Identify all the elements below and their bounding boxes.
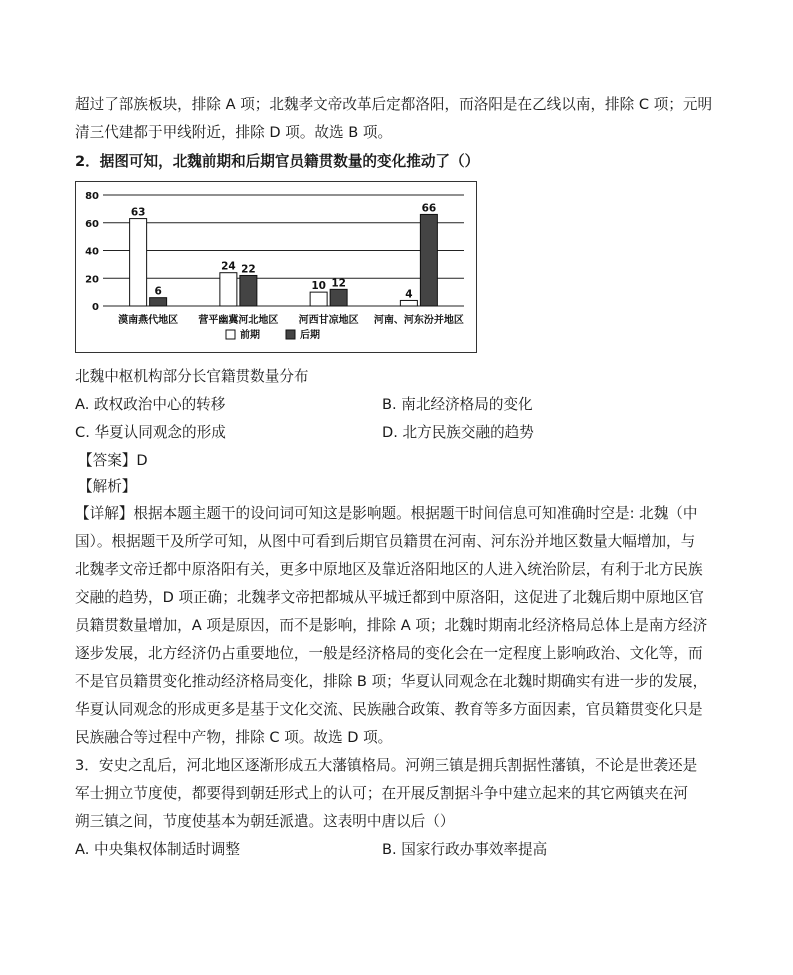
y-tick-label: 40 xyxy=(85,246,99,258)
intro-line-2: 清三代建都于甲线附近，排除 D 项。故选 B 项。 xyxy=(75,124,393,141)
data-label: 10 xyxy=(311,280,326,293)
data-label: 66 xyxy=(421,202,437,215)
bar-chart-svg xyxy=(76,182,476,352)
bar-early xyxy=(220,273,237,306)
x-tick-label: 河南、河东汾并地区 xyxy=(373,315,464,326)
bar-late xyxy=(330,289,347,306)
detail-line-2: 国）。根据题干及所学可知，从图中可看到后期官员籍贯在河南、河东汾并地区数量大幅增加，与 xyxy=(75,533,696,550)
data-label: 6 xyxy=(154,285,162,298)
y-tick-label: 80 xyxy=(85,191,99,202)
data-label: 24 xyxy=(221,260,236,273)
detail-line-3: 北魏孝文帝迁都中原洛阳有关，更多中原地区及靠近洛阳地区的人进入统治阶层，有利于北方民族 xyxy=(75,561,703,578)
bar-late xyxy=(240,275,257,306)
chart-caption: 北魏中枢机构部分长官籍贯数量分布 xyxy=(75,368,309,385)
detail-line-9: 民族融合等过程中产物，排除 C 项。故选 D 项。 xyxy=(75,729,393,746)
detail-line-5: 员籍贯数量增加，A 项是原因，而不是影响，排除 A 项；北魏时期南北经济格局总体上是南方经济 xyxy=(75,617,708,634)
bar-late xyxy=(420,214,437,306)
bar-early xyxy=(310,292,327,306)
x-tick-label: 河西甘凉地区 xyxy=(298,315,359,326)
y-tick-label: 20 xyxy=(85,274,99,286)
analysis-label: 【解析】 xyxy=(78,478,137,495)
option-a[interactable]: A. 政权政治中心的转移 xyxy=(75,396,226,413)
data-label: 22 xyxy=(241,263,256,276)
legend-label: 前期 xyxy=(240,330,260,341)
detail-line-1: 【详解】根据本题主题干的设问词可知这是影响题。根据题干时间信息可知准确时空是: 北魏（中 xyxy=(75,505,698,522)
bar-late xyxy=(150,298,167,306)
x-tick-label: 营平幽冀河北地区 xyxy=(198,315,279,326)
data-label: 63 xyxy=(130,206,146,219)
question-2-stem: 2．据图可知，北魏前期和后期官员籍贯数量的变化推动了（） xyxy=(75,153,480,170)
legend-label: 后期 xyxy=(300,330,320,341)
question-3-stem-line-1: 3．安史之乱后，河北地区逐渐形成五大藩镇格局。河朔三镇是拥兵割据性藩镇，不论是世袭还是 xyxy=(75,757,698,774)
detail-line-8: 华夏认同观念的形成更多是基于文化交流、民族融合政策、教育等多方面因素，官员籍贯变化只是 xyxy=(75,701,703,718)
option-d[interactable]: D. 北方民族交融的趋势 xyxy=(382,424,534,441)
detail-line-4: 交融的趋势，D 项正确；北魏孝文帝把都城从平城迁都到中原洛阳，这促进了北魏后期中原地区官 xyxy=(75,589,704,606)
q3-option-b[interactable]: B. 国家行政办事效率提高 xyxy=(382,841,548,858)
x-tick-label: 漠南燕代地区 xyxy=(118,315,179,326)
detail-line-6: 逐步发展，北方经济仍占重要地位，一般是经济格局的变化会在一定程度上影响政治、文化等，而 xyxy=(75,645,703,662)
bar-early xyxy=(400,300,417,306)
option-b[interactable]: B. 南北经济格局的变化 xyxy=(382,396,533,413)
data-label: 12 xyxy=(331,277,346,290)
question-3-stem-line-3: 朔三镇之间，节度使基本为朝廷派遣。这表明中唐以后（） xyxy=(75,813,455,830)
y-tick-label: 0 xyxy=(92,302,99,313)
q3-option-a[interactable]: A. 中央集权体制适时调整 xyxy=(75,841,240,858)
bar-early xyxy=(130,219,147,306)
intro-line-1: 超过了部族板块，排除 A 项；北魏孝文帝改革后定都洛阳，而洛阳是在乙线以南，排除 C 项；元明 xyxy=(75,96,713,113)
option-c[interactable]: C. 华夏认同观念的形成 xyxy=(75,424,226,441)
bar-chart xyxy=(75,181,477,353)
legend-swatch xyxy=(286,330,295,339)
question-3-stem-line-2: 军士拥立节度使，都要得到朝廷形式上的认可；在开展反割据斗争中建立起来的其它两镇夹在河 xyxy=(75,785,688,802)
detail-line-7: 不是官员籍贯变化推动经济格局变化，排除 B 项；华夏认同观念在北魏时期确实有进一步的发展， xyxy=(75,673,708,690)
y-tick-label: 60 xyxy=(85,218,99,230)
legend-swatch xyxy=(226,330,235,339)
answer-label: 【答案】D xyxy=(78,452,148,469)
data-label: 4 xyxy=(405,288,413,301)
